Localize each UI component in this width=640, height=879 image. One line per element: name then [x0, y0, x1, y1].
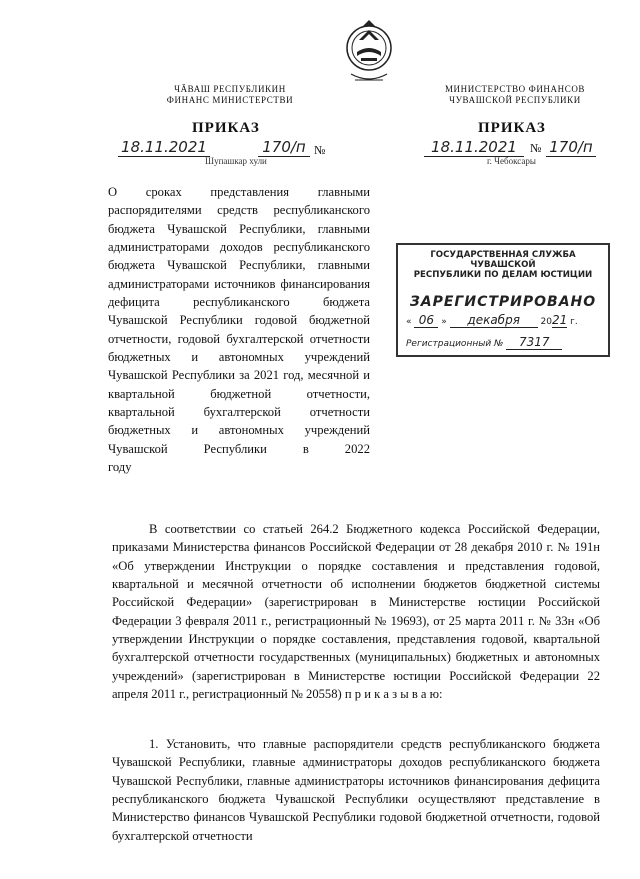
stamp-status: ЗАРЕГИСТРИРОВАНО	[409, 294, 597, 310]
header-left-line2: ФИНАНС МИНИСТЕРСТВИ	[166, 95, 294, 105]
order-title-right: ПРИКАЗ	[478, 120, 546, 136]
stamp-org-line2: РЕСПУБЛИКИ ПО ДЕЛАМ ЮСТИЦИИ	[413, 270, 593, 280]
right-place: г. Чебоксары	[487, 156, 536, 166]
stamp-reg-label: Регистрационный №	[406, 339, 504, 349]
order-topic-last-line: году	[108, 460, 132, 475]
registration-stamp	[396, 243, 610, 357]
preamble-paragraph: В соответствии со статьей 264.2 Бюджетного кодекса Российской Федерации, приказами Министерства финансов Российской Федерации от 28 декабря 2010 г. № 191н «Об утверждении Инструкции о порядке составления и представления годовой, квартальной и месячной отчетности об исполнении бюджетов бюджетной системы Российской Федерации» (зарегистрирован в Министерстве юстиции Российской Федерации 3 февраля 2011 г., регистрационный № 19693), от 25 марта 2011 г. № 33н «Об утверждении Инструкции о порядке составления, представления годовой, квартальной бухгалтерской отчетности государственных (муниципальных) бюджетных и автономных учреждений» (зарегистрирован в Министерстве юстиции Российской Федерации 22 апреля 2011 г., регистрационный № 20558) п р и к а з ы в а ю:	[112, 522, 600, 702]
order-title-left: ПРИКАЗ	[192, 120, 260, 136]
header-right-line1: МИНИСТЕРСТВО ФИНАНСОВ	[444, 84, 586, 94]
stamp-year-suffix: 21	[551, 313, 568, 327]
header-left	[150, 84, 310, 106]
left-number-sign: №	[314, 143, 326, 157]
order-topic	[108, 183, 370, 477]
left-number-handwritten: 170/п	[258, 138, 310, 157]
stamp-reg-number: 7317	[506, 335, 562, 350]
stamp-date-row: « 06 » декабря 2021 г.	[406, 313, 578, 327]
clause-1-paragraph: 1. Установить, что главные распорядители средств республиканского бюджета Чувашской Республики, главные администраторы доходов республиканского бюджета Чувашской Республики, главные администраторы источников финансирования дефицита республиканского бюджета Чувашской Республики осуществляют представление в Министерство финансов Чувашской Республики годовой бюджетной отчетности, годовой бухгалтерской отчетности	[112, 737, 600, 843]
left-place: Шупашкар хули	[205, 156, 267, 166]
right-date-handwritten: 18.11.2021	[424, 138, 524, 157]
right-number-sign: №	[530, 141, 542, 155]
coat-of-arms-emblem	[341, 18, 397, 90]
left-date-handwritten: 18.11.2021	[118, 138, 210, 157]
stamp-year-end: г.	[570, 317, 578, 327]
header-left-line1: ЧĂВАШ РЕСПУБЛИКИН	[174, 84, 286, 94]
stamp-org-line1: ГОСУДАРСТВЕННАЯ СЛУЖБА ЧУВАШСКОЙ	[430, 250, 576, 270]
stamp-year-prefix: 20	[540, 317, 552, 327]
right-number-handwritten: 170/п	[546, 138, 596, 157]
stamp-reg-row	[406, 335, 562, 350]
order-topic-text: О сроках представления главными распорядителями средств республиканского бюджета Чувашской Республики, главными администраторами доходов республиканского бюджета Чувашской Республики, главными администраторами источников финансирования дефицита республиканского бюджета Чувашской Республики годовой бюджетной отчетности, годовой бухгалтерской отчетности бюджетных и автономных учреждений Чувашской Республики за 2021 год, месячной и квартальной бюджетной отчетности, квартальной бухгалтерской отчетности бюджетных и автономных учреждений Чувашской Республики в 2022	[108, 185, 370, 456]
stamp-day: 06	[414, 313, 438, 328]
header-right	[420, 84, 610, 106]
stamp-month: декабря	[450, 313, 538, 328]
header-right-line2: ЧУВАШСКОЙ РЕСПУБЛИКИ	[449, 95, 581, 105]
